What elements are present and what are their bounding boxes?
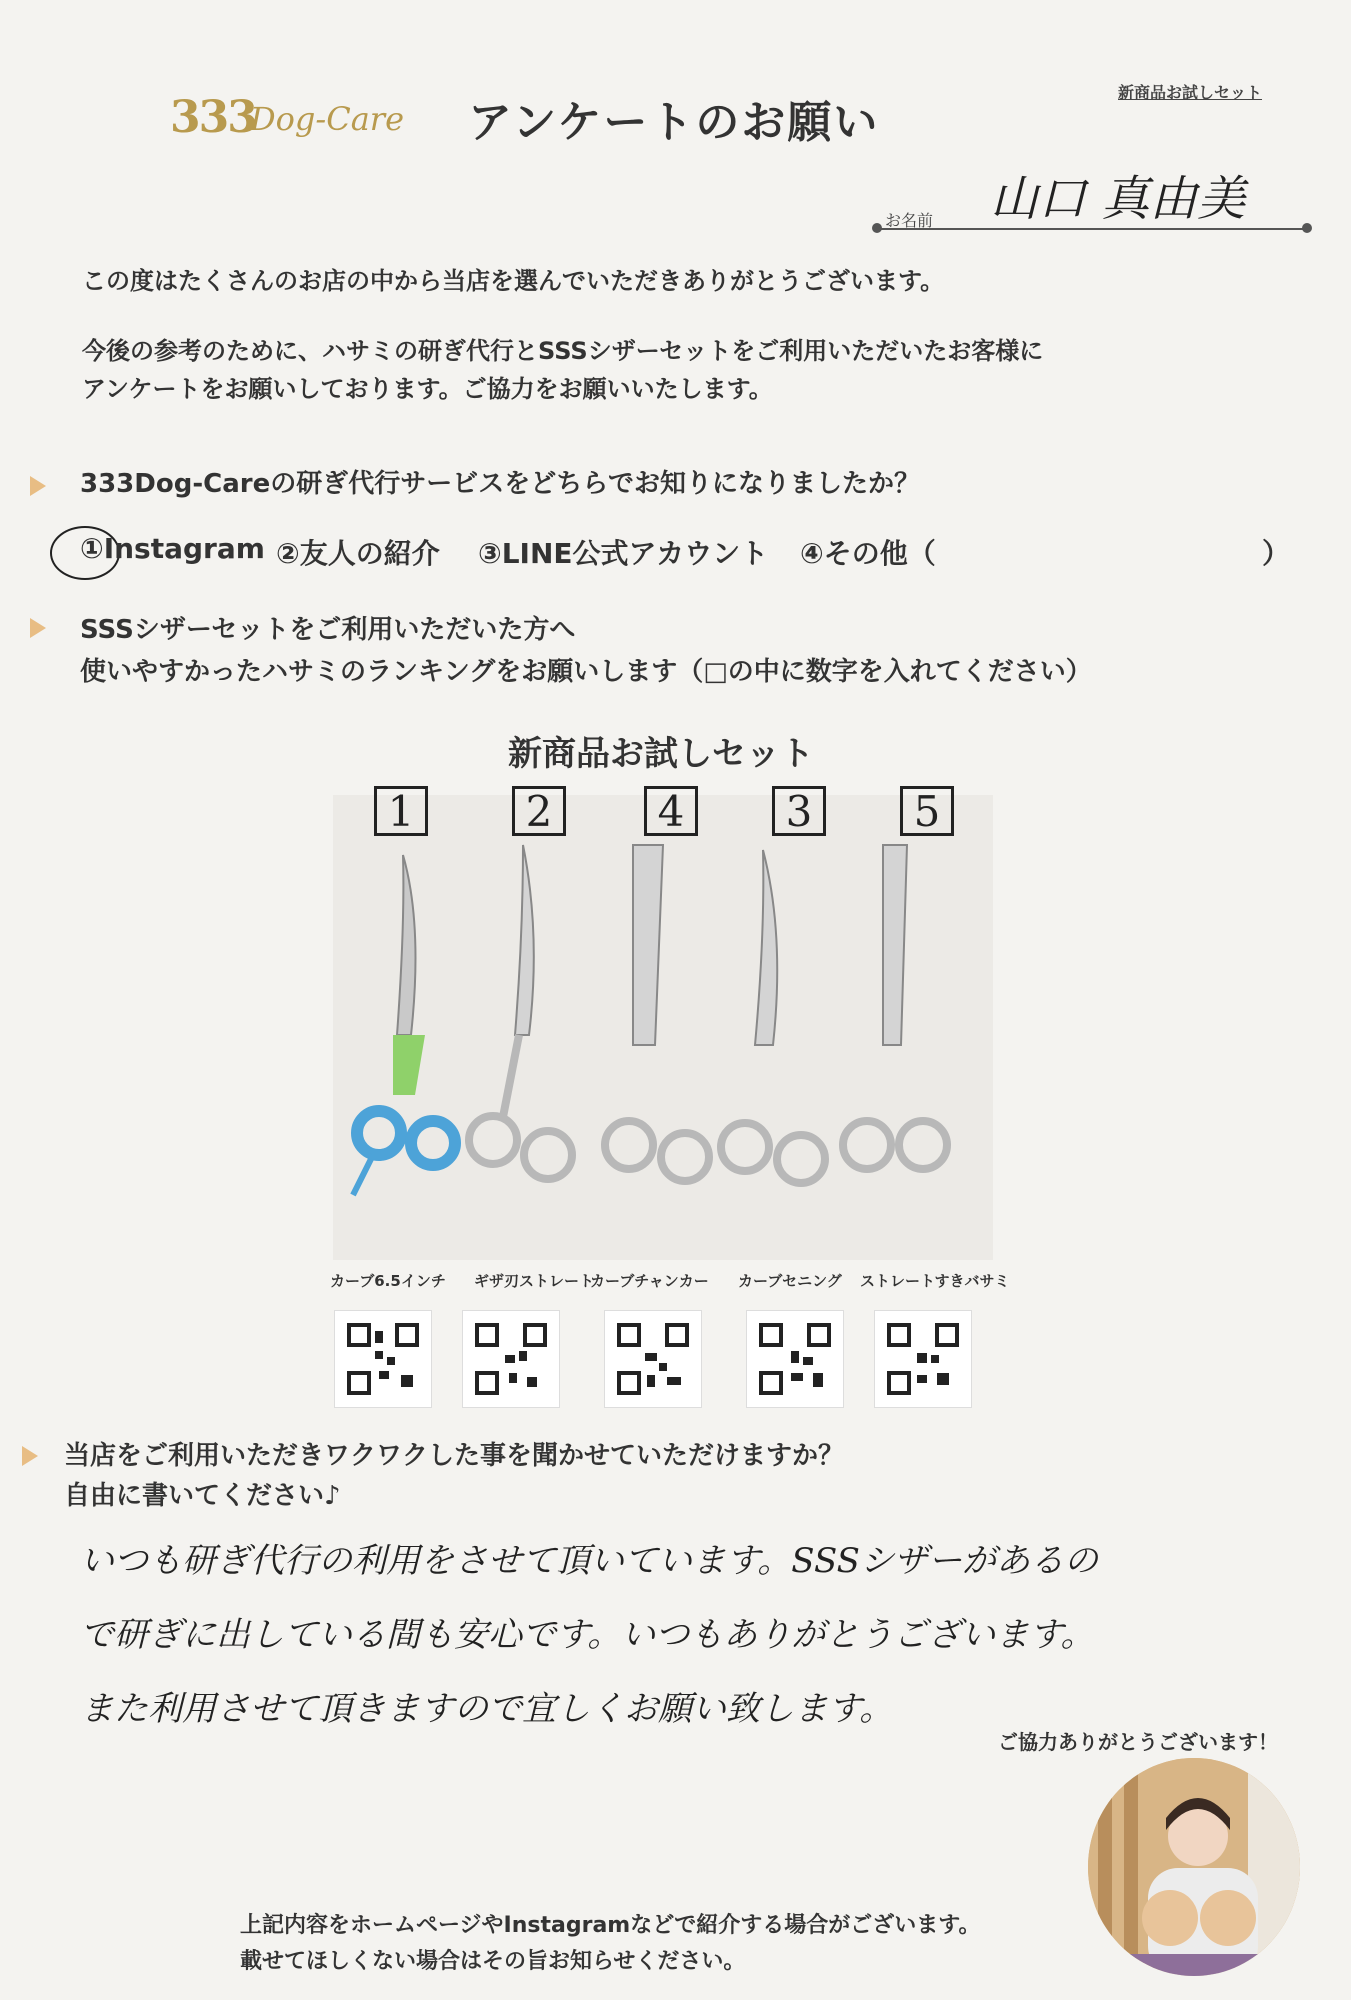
set-title: 新商品お試しセット (508, 734, 814, 774)
caption-3: カーブチャンカー (590, 1272, 709, 1290)
caption-5: ストレートすきバサミ (860, 1272, 1010, 1290)
footer-note-1: 上記内容をホームページやInstagramなどで紹介する場合がございます。 (240, 1913, 981, 1938)
footer-note-2: 載せてほしくない場合はその旨お知らせください。 (240, 1949, 746, 1974)
qr-code-icon[interactable] (604, 1310, 702, 1408)
triangle-bullet-icon (22, 1446, 38, 1466)
scissors-straight-serrated-icon (469, 845, 572, 1179)
question-2-line-2: 使いやすかったハサミのランキングをお願いします（□の中に数字を入れてください） (80, 657, 1092, 687)
option-instagram[interactable]: ①Instagram (80, 532, 265, 565)
thanks-text: ご協力ありがとうございます！ (998, 1730, 1278, 1754)
rank-box-2[interactable]: 2 (512, 786, 566, 836)
rank-box-3[interactable]: 4 (644, 786, 698, 836)
rank-box-4[interactable]: 3 (772, 786, 826, 836)
triangle-bullet-icon (30, 476, 46, 496)
caption-4: カーブセニング (738, 1272, 842, 1290)
scissors-illustration (333, 795, 993, 1260)
scissors-chunker-icon (605, 845, 709, 1181)
name-label: お名前 (885, 211, 934, 230)
option-line[interactable]: ③LINE公式アカウント (478, 537, 769, 570)
qr-code-icon[interactable] (334, 1310, 432, 1408)
scissors-photo (333, 795, 993, 1260)
intro-line-3: アンケートをお願いしております。ご協力をお願いいたします。 (82, 375, 773, 403)
answer-line-2[interactable]: で研ぎに出している間も安心です。いつもありがとうございます。 (80, 1615, 1095, 1655)
rank-box-1[interactable]: 1 (374, 786, 428, 836)
scissors-curve-thinning-icon (721, 850, 825, 1183)
qr-code-icon[interactable] (874, 1310, 972, 1408)
question-3-line-2: 自由に書いてください♪ (64, 1481, 341, 1511)
triangle-bullet-icon (30, 618, 46, 638)
underline-dot-right (1302, 223, 1312, 233)
underline-dot-left (872, 223, 882, 233)
brand-logo-number: 333 (170, 92, 256, 143)
question-3-line-1: 当店をご利用いただきワクワクした事を聞かせていただけますか？ (64, 1441, 845, 1471)
intro-line-1: この度はたくさんのお店の中から当店を選んでいただきありがとうございます。 (82, 267, 945, 295)
rank-box-5[interactable]: 5 (900, 786, 954, 836)
option-other-close: ） (1262, 537, 1291, 570)
name-field[interactable]: 山口 真由美 (990, 171, 1246, 227)
question-2-line-1: SSSシザーセットをご利用いただいた方へ (80, 615, 576, 645)
intro-line-2: 今後の参考のために、ハサミの研ぎ代行とSSSシザーセットをご利用いただいたお客様に (82, 337, 1044, 365)
page-title: アンケートのお願い (468, 97, 880, 148)
option-friend[interactable]: ②友人の紹介 (276, 537, 440, 570)
qr-code-icon[interactable] (746, 1310, 844, 1408)
brand-logo-script: Dog-Care (250, 100, 405, 138)
corner-label: 新商品お試しセット (1118, 83, 1263, 102)
caption-1: カーブ6.5インチ (330, 1272, 446, 1290)
answer-line-1[interactable]: いつも研ぎ代行の利用をさせて頂いています。SSSシザーがあるの (80, 1541, 1098, 1581)
name-underline (880, 228, 1310, 230)
qr-code-icon[interactable] (462, 1310, 560, 1408)
scissors-straight-thinning-icon (843, 845, 947, 1169)
staff-photo-avatar (1088, 1758, 1300, 1976)
answer-line-3[interactable]: また利用させて頂きますので宜しくお願い致します。 (80, 1689, 894, 1729)
option-other[interactable]: ④その他（ (800, 537, 936, 570)
caption-2: ギザ刃ストレート (474, 1272, 595, 1290)
scissors-curve-icon (353, 855, 455, 1195)
question-1-text: 333Dog-Careの研ぎ代行サービスをどちらでお知りになりましたか？ (80, 469, 920, 499)
